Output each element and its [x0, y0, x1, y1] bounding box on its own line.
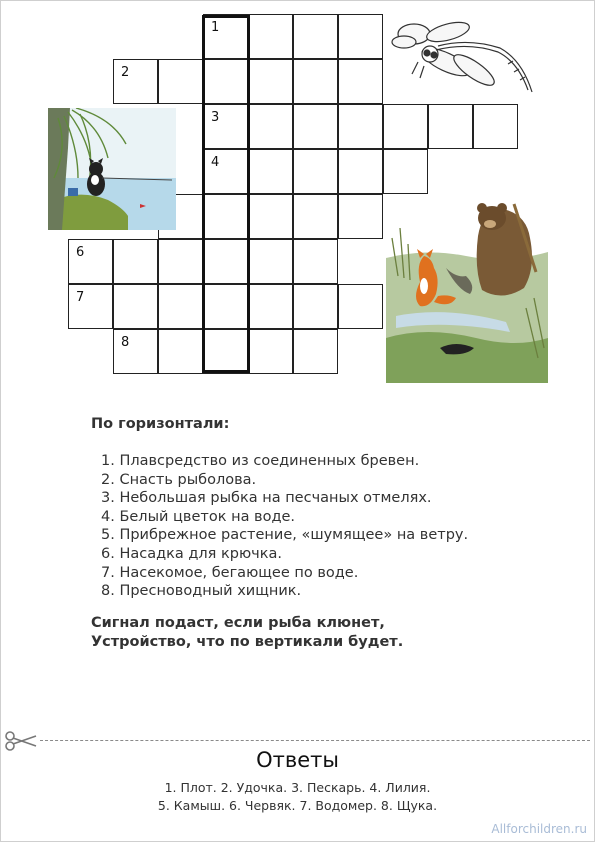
cell[interactable] [248, 329, 293, 374]
across-clues-title: По горизонтали: [91, 416, 230, 432]
bear-and-fox-illustration [386, 198, 548, 383]
clue-item: 6. Насадка для крючка. [101, 545, 282, 562]
clue-item: 3. Небольшая рыбка на песчаных отмелях. [101, 490, 432, 507]
clue-number: 2 [121, 65, 130, 80]
poem-line: Устройство, что по вертикали будет. [91, 634, 404, 650]
cell[interactable] [113, 239, 158, 284]
answers-title: Ответы [256, 748, 339, 772]
cell[interactable] [293, 59, 338, 104]
cell[interactable] [158, 284, 203, 329]
cell[interactable] [203, 284, 248, 329]
cell[interactable] [473, 104, 518, 149]
clue-item: 8. Пресноводный хищник. [101, 583, 302, 600]
cell[interactable] [248, 14, 293, 59]
cell[interactable] [338, 104, 383, 149]
cell[interactable] [293, 104, 338, 149]
cell[interactable] [248, 59, 293, 104]
cell[interactable] [293, 194, 338, 239]
cell[interactable] [203, 14, 248, 59]
cell[interactable] [113, 59, 158, 104]
cell[interactable] [248, 239, 293, 284]
cell[interactable] [293, 329, 338, 374]
across-clues-list [101, 452, 468, 601]
cell[interactable] [113, 284, 158, 329]
cell[interactable] [338, 194, 383, 239]
cell[interactable] [203, 194, 248, 239]
cell[interactable] [158, 59, 203, 104]
cell[interactable] [338, 284, 383, 329]
vertical-clue-poem [91, 614, 403, 652]
cell[interactable] [203, 59, 248, 104]
cell[interactable] [203, 149, 248, 194]
cell[interactable] [383, 104, 428, 149]
clue-number: 8 [121, 335, 130, 350]
cell[interactable] [293, 239, 338, 284]
clue-number: 4 [211, 155, 220, 170]
cell[interactable] [68, 284, 113, 329]
cell[interactable] [293, 149, 338, 194]
site-watermark: Allforchildren.ru [491, 822, 587, 836]
cell[interactable] [248, 284, 293, 329]
cell[interactable] [293, 14, 338, 59]
cell[interactable] [203, 239, 248, 284]
clue-number: 7 [76, 290, 85, 305]
cell[interactable] [158, 239, 203, 284]
cell[interactable] [158, 329, 203, 374]
cell[interactable] [203, 104, 248, 149]
clue-item: 1. Плавсредство из соединенных бревен. [101, 453, 420, 469]
cell[interactable] [248, 149, 293, 194]
cut-line [40, 740, 590, 741]
poem-line: Сигнал подаст, если рыба клюнет, [91, 615, 385, 631]
answers-line: 5. Камыш. 6. Червяк. 7. Водомер. 8. Щука. [157, 798, 438, 813]
dragonfly-illustration [388, 12, 538, 104]
clue-number: 3 [211, 110, 220, 125]
cell[interactable] [338, 14, 383, 59]
cell[interactable] [428, 104, 473, 149]
cell[interactable] [248, 104, 293, 149]
cell[interactable] [113, 329, 158, 374]
cell[interactable] [68, 239, 113, 284]
clue-item: 2. Снасть рыболова. [101, 471, 257, 488]
clue-item: 4. Белый цветок на воде. [101, 508, 296, 525]
clue-number: 1 [211, 20, 220, 35]
answers-line: 1. Плот. 2. Удочка. 3. Пескарь. 4. Лилия. [164, 780, 431, 795]
cell[interactable] [338, 59, 383, 104]
cell[interactable] [248, 194, 293, 239]
cell[interactable] [203, 329, 248, 374]
cat-fishing-illustration [48, 108, 176, 230]
clue-number: 6 [76, 245, 85, 260]
clue-item: 5. Прибрежное растение, «шумящее» на ветру. [101, 527, 469, 544]
answers-text [0, 779, 595, 815]
cell[interactable] [338, 149, 383, 194]
cell[interactable] [293, 284, 338, 329]
clue-item: 7. Насекомое, бегающее по воде. [101, 564, 359, 581]
cell[interactable] [383, 149, 428, 194]
